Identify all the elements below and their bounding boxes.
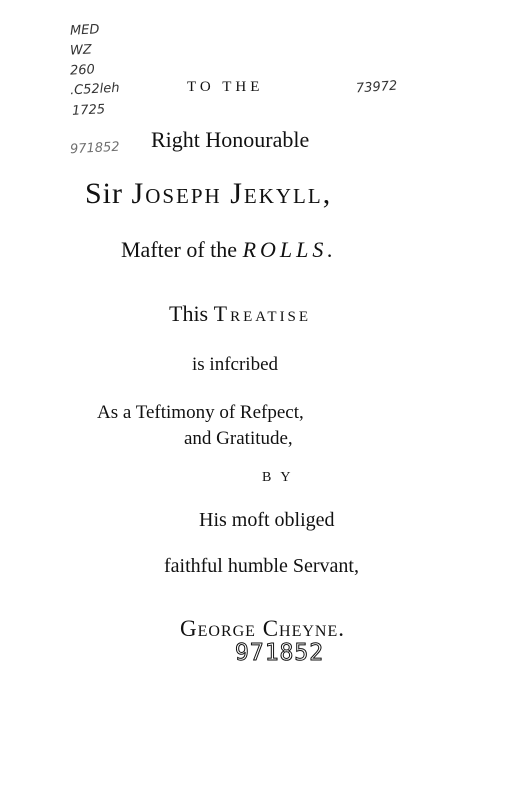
office-name: ROLLS. — [242, 237, 337, 262]
office-prefix: Mafter of the — [121, 237, 238, 262]
addressee-office — [121, 237, 337, 263]
shelfmark-line: .C52leh — [69, 80, 120, 99]
testimony-line-1: As a Teftimony of Refpect, — [97, 402, 304, 423]
library-stamp-number: 971852 — [235, 640, 325, 666]
author-signature: George Cheyne. — [180, 616, 345, 641]
servant-line-1: His moft obliged — [199, 509, 335, 531]
accession-number: 73972 — [355, 78, 398, 97]
shelfmark-line: 1725 — [71, 102, 106, 119]
inscribed-line: is infcribed — [192, 354, 279, 375]
shelfmark-line: 971852 — [69, 139, 120, 158]
shelfmark-line: WZ — [69, 42, 93, 59]
dedication-to-the: TO THE — [187, 79, 264, 95]
addressee-title: Sir — [85, 177, 124, 210]
treatise-word: Treatise — [213, 301, 312, 326]
addressee-surname: Jekyll, — [230, 177, 333, 210]
addressee-name — [85, 177, 332, 211]
servant-line-2: faithful humble Servant, — [164, 555, 359, 577]
shelfmark-line: 260 — [69, 62, 96, 79]
treatise-line — [169, 301, 311, 327]
testimony-line-2: and Gratitude, — [184, 428, 293, 449]
shelfmark-line: MED — [69, 22, 100, 39]
treatise-prefix: This — [169, 301, 209, 326]
by-line: BY — [262, 470, 300, 485]
addressee-honorific: Right Honourable — [151, 127, 310, 152]
addressee-first-name: Joseph — [131, 177, 222, 210]
